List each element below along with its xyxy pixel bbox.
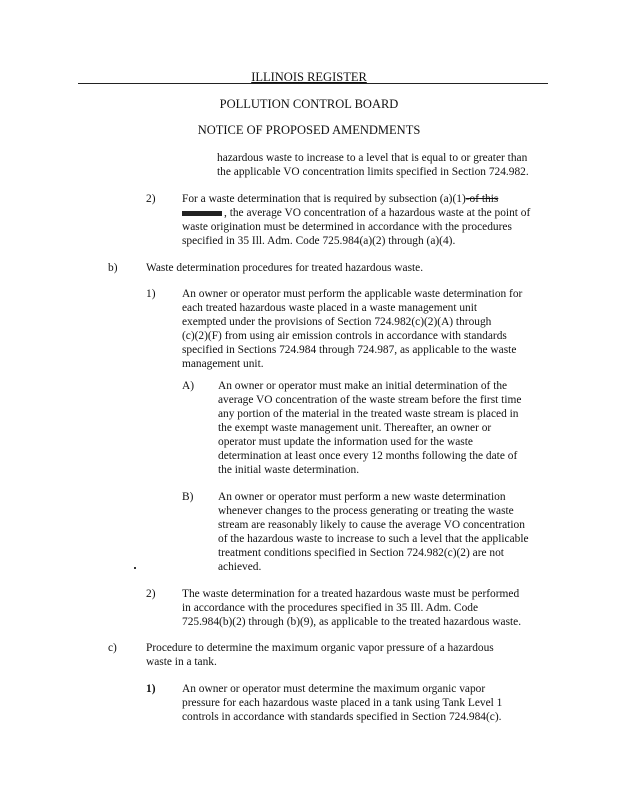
item-bB-line: whenever changes to the process generating or treating the waste [218, 505, 514, 517]
item-bA-line: determination at least once every 12 months following the date of [218, 450, 518, 462]
item-a2-line-1-text: For a waste determination that is required by subsection (a)(1) [182, 193, 466, 205]
item-bA-label: A) [182, 380, 195, 392]
item-bB-label: B) [182, 491, 194, 503]
header-rule [78, 83, 548, 84]
item-a2-line-3: waste origination must be determined in accordance with the procedures [182, 221, 512, 233]
item-a2-line-2 [182, 206, 530, 221]
item-bA-line: any portion of the material in the treated waste stream is placed in [218, 408, 519, 420]
item-bA-line: average VO concentration of the waste stream before the first time [218, 394, 522, 406]
item-a2-struck-text: -of this [465, 193, 499, 205]
item-bA-line: An owner or operator must make an initial determination of the [218, 380, 508, 392]
item-c1-line: controls in accordance with standards specified in Section 724.984(c). [182, 711, 502, 723]
section-c-label: c) [108, 642, 117, 654]
notice-title: NOTICE OF PROPOSED AMENDMENTS [197, 123, 421, 137]
item-bA-line: operator must update the information used for the waste [218, 436, 473, 448]
section-b-label: b) [108, 262, 118, 274]
item-bB-line: of the hazardous waste to increase to such a level that the applicable [218, 533, 529, 545]
struck-word-mark [182, 211, 222, 216]
section-b-heading: Waste determination procedures for treated hazardous waste. [146, 262, 424, 274]
item-b1-line: (c)(2)(F) from using air emission controls in accordance with standards [182, 330, 507, 342]
continuation-line-1: hazardous waste to increase to a level that is equal to or greater than [217, 152, 528, 164]
item-b1-line: specified in Sections 724.984 through 724.987, as applicable to the waste [182, 344, 517, 356]
item-bB-line: stream are reasonably likely to cause the average VO concentration [218, 519, 525, 531]
section-c-line: waste in a tank. [146, 656, 217, 668]
item-c1-label: 1) [146, 683, 156, 695]
item-b2-line: 725.984(b)(2) through (b)(9), as applicable to the treated hazardous waste. [182, 616, 522, 628]
item-bB-line: achieved. [218, 561, 262, 573]
item-a2-line-4: specified in 35 Ill. Adm. Code 725.984(a)(2) through (a)(4). [182, 235, 456, 247]
section-c-line: Procedure to determine the maximum organic vapor pressure of a hazardous [146, 642, 494, 654]
item-bB-line: treatment conditions specified in Section 724.982(c)(2) are not [218, 547, 504, 559]
item-b1-label: 1) [146, 288, 156, 300]
item-a2-label: 2) [146, 193, 156, 205]
item-c1-line: An owner or operator must determine the maximum organic vapor [182, 683, 486, 695]
item-b1-line: An owner or operator must perform the applicable waste determination for [182, 288, 523, 300]
item-bA-line: the exempt waste management unit. Thereafter, an owner or [218, 422, 492, 434]
item-bB-line: An owner or operator must perform a new waste determination [218, 491, 506, 503]
item-c1-line: pressure for each hazardous waste placed in a tank using Tank Level 1 [182, 697, 503, 709]
item-a2-line-1 [182, 192, 498, 207]
item-b2-line: in accordance with the procedures specified in 35 Ill. Adm. Code [182, 602, 479, 614]
scan-speck [134, 567, 136, 569]
register-title: ILLINOIS REGISTER [251, 70, 367, 84]
continuation-line-2: the applicable VO concentration limits specified in Section 724.982. [217, 166, 529, 178]
item-b1-line: management unit. [182, 358, 264, 370]
item-b2-label: 2) [146, 588, 156, 600]
board-name: POLLUTION CONTROL BOARD [219, 97, 399, 111]
item-bA-line: the initial waste determination. [218, 464, 360, 476]
item-b2-line: The waste determination for a treated hazardous waste must be performed [182, 588, 520, 600]
item-b1-line: each treated hazardous waste placed in a waste management unit [182, 302, 478, 314]
item-a2-line-2-text: , the average VO concentration of a hazardous waste at the point of [224, 207, 531, 219]
item-b1-line: exempted under the provisions of Section 724.982(c)(2)(A) through [182, 316, 492, 328]
